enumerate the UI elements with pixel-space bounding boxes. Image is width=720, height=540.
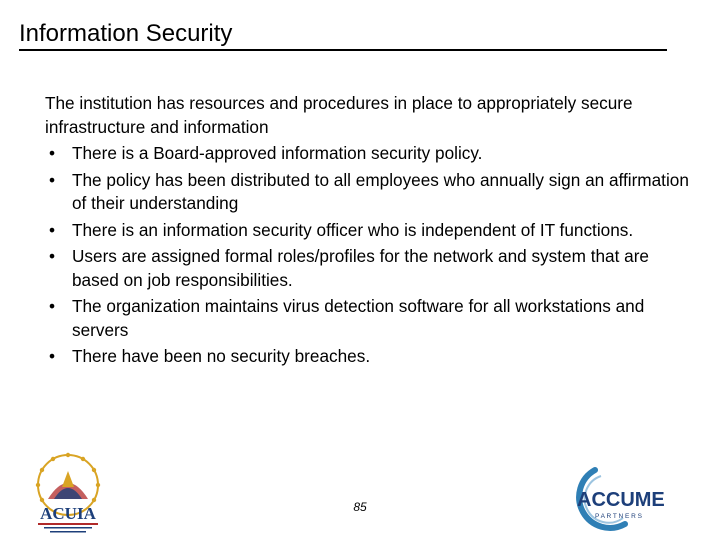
svg-text:ACCUME: ACCUME bbox=[577, 489, 665, 511]
svg-text:ACUIA: ACUIA bbox=[40, 504, 96, 523]
bullet-list bbox=[45, 142, 695, 369]
bullet-text: The organization maintains virus detection software for all workstations and servers bbox=[72, 296, 645, 340]
intro-text: The institution has resources and procedures in place to appropriately secure infrastructure and information bbox=[45, 93, 633, 137]
acuia-logo-icon bbox=[20, 447, 116, 537]
bullet-text: There have been no security breaches. bbox=[72, 346, 371, 366]
bullet-text: Users are assigned formal roles/profiles for the network and system that are based on job responsibilities. bbox=[72, 246, 649, 290]
svg-text:P A R T N E R S: P A R T N E R S bbox=[595, 513, 642, 520]
bullet-icon: • bbox=[49, 143, 56, 163]
list-item bbox=[45, 345, 695, 369]
slide-body bbox=[45, 92, 695, 372]
bullet-text: There is a Board-approved information security policy. bbox=[72, 143, 483, 163]
accume-logo-icon bbox=[565, 462, 677, 532]
page-number: 85 bbox=[353, 500, 367, 514]
list-item bbox=[45, 295, 695, 342]
bullet-icon: • bbox=[49, 219, 56, 240]
bullet-icon: • bbox=[49, 169, 56, 190]
list-item bbox=[45, 219, 695, 243]
list-item bbox=[45, 245, 695, 292]
slide-title: Information Security bbox=[19, 19, 667, 51]
bullet-text: There is an information security officer who is independent of IT functions. bbox=[72, 219, 634, 240]
list-item bbox=[45, 169, 695, 216]
bullet-icon: • bbox=[49, 296, 56, 316]
bullet-text: The policy has been distributed to all employees who annually sign an affirmation of their understanding bbox=[72, 169, 689, 213]
bullet-icon: • bbox=[49, 346, 56, 366]
list-item bbox=[45, 142, 695, 166]
bullet-icon: • bbox=[49, 246, 56, 266]
